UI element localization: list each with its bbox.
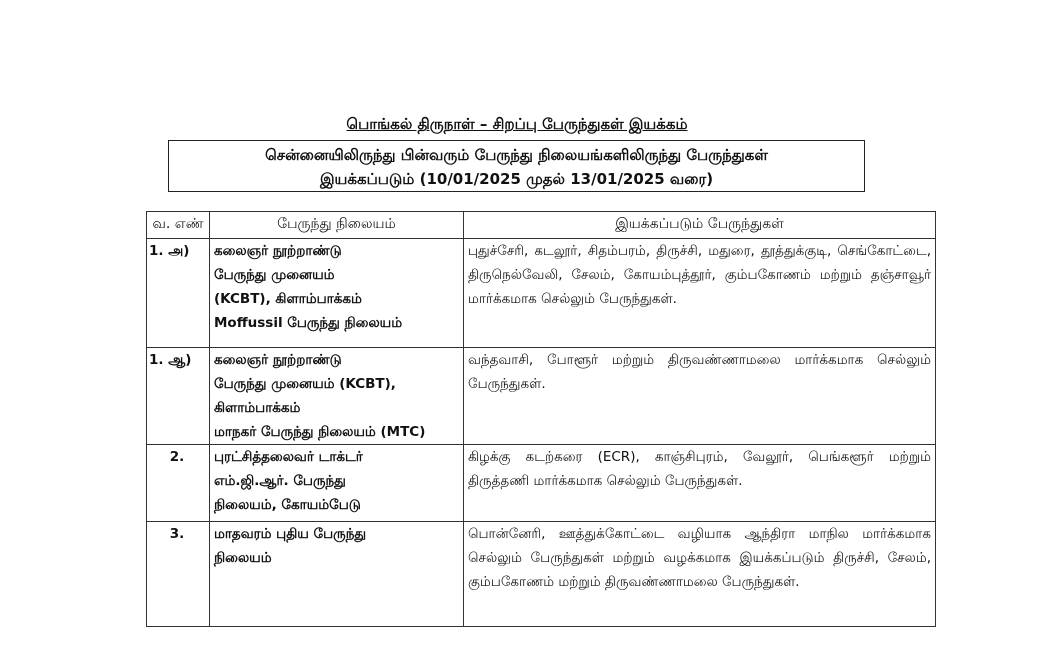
station-line: நிலையம், கோயம்பேடு [214,497,361,513]
row-sno: 3. [147,522,210,627]
row-buses: வந்தவாசி, போளூர் மற்றும் திருவண்ணாமலை மார்க்கமாக செல்லும் பேருந்துகள். [464,348,936,445]
row-sno: 1. அ) [147,239,210,348]
table-row [147,445,936,522]
subtitle-box [168,140,865,192]
station-line: மாநகர் பேருந்து நிலையம் (MTC) [214,424,426,440]
station-line: கலைஞர் நூற்றாண்டு [214,243,342,259]
header-buses: இயக்கப்படும் பேருந்துகள் [464,212,936,239]
row-buses: கிழக்கு கடற்கரை (ECR), காஞ்சிபுரம், வேலூர், பெங்களூர் மற்றும் திருத்தணி மார்க்கமாக செல்லும் பேருந்துகள். [464,445,936,522]
row-buses: பொன்னேரி, ஊத்துக்கோட்டை வழியாக ஆந்திரா மாநில மார்க்கமாக செல்லும் பேருந்துகள் மற்றும் வழக்கமாக இயக்கப்படும் திருச்சி, சேலம், கும்பகோணம் மற்றும் திருவண்ணாமலை பேருந்துகள். [464,522,936,627]
station-line: கிளாம்பாக்கம் [214,400,301,416]
row-station [210,522,464,627]
row-sno: 2. [147,445,210,522]
row-station [210,445,464,522]
table-header-row [147,212,936,239]
bus-schedule-table [146,211,936,627]
subtitle-line-1: சென்னையிலிருந்து பின்வரும் பேருந்து நிலையங்களிலிருந்து பேருந்துகள் [265,146,768,164]
station-line: (KCBT), கிளாம்பாக்கம் [214,291,362,307]
station-line: பேருந்து முனையம் [214,267,335,283]
subtitle-line-2: இயக்கப்படும் (10/01/2025 முதல் 13/01/2025 வரை) [319,170,714,188]
row-station [210,239,464,348]
station-line: புரட்சித்தலைவர் டாக்டர் [214,449,363,465]
header-sno: வ. எண் [147,212,210,239]
row-station [210,348,464,445]
station-line: பேருந்து முனையம் (KCBT), [214,376,396,392]
station-line: நிலையம் [214,550,272,566]
station-line: Moffussil பேருந்து நிலையம் [214,315,403,331]
header-station: பேருந்து நிலையம் [210,212,464,239]
row-buses: புதுச்சேரி, கடலூர், சிதம்பரம், திருச்சி, மதுரை, தூத்துக்குடி, செங்கோட்டை, திருநெல்வேலி, சேலம், கோயம்புத்தூர், கும்பகோணம் மற்றும் தஞ்சாவூர் மார்க்கமாக செல்லும் பேருந்துகள். [464,239,936,348]
station-line: கலைஞர் நூற்றாண்டு [214,352,342,368]
table-row [147,239,936,348]
page-title: பொங்கல் திருநாள் – சிறப்பு பேருந்துகள் இயக்கம் [346,115,688,133]
table-row [147,348,936,445]
station-line: எம்.ஜி.ஆர். பேருந்து [214,473,346,489]
station-line: மாதவரம் புதிய பேருந்து [214,526,367,542]
row-sno: 1. ஆ) [147,348,210,445]
table-row [147,522,936,627]
